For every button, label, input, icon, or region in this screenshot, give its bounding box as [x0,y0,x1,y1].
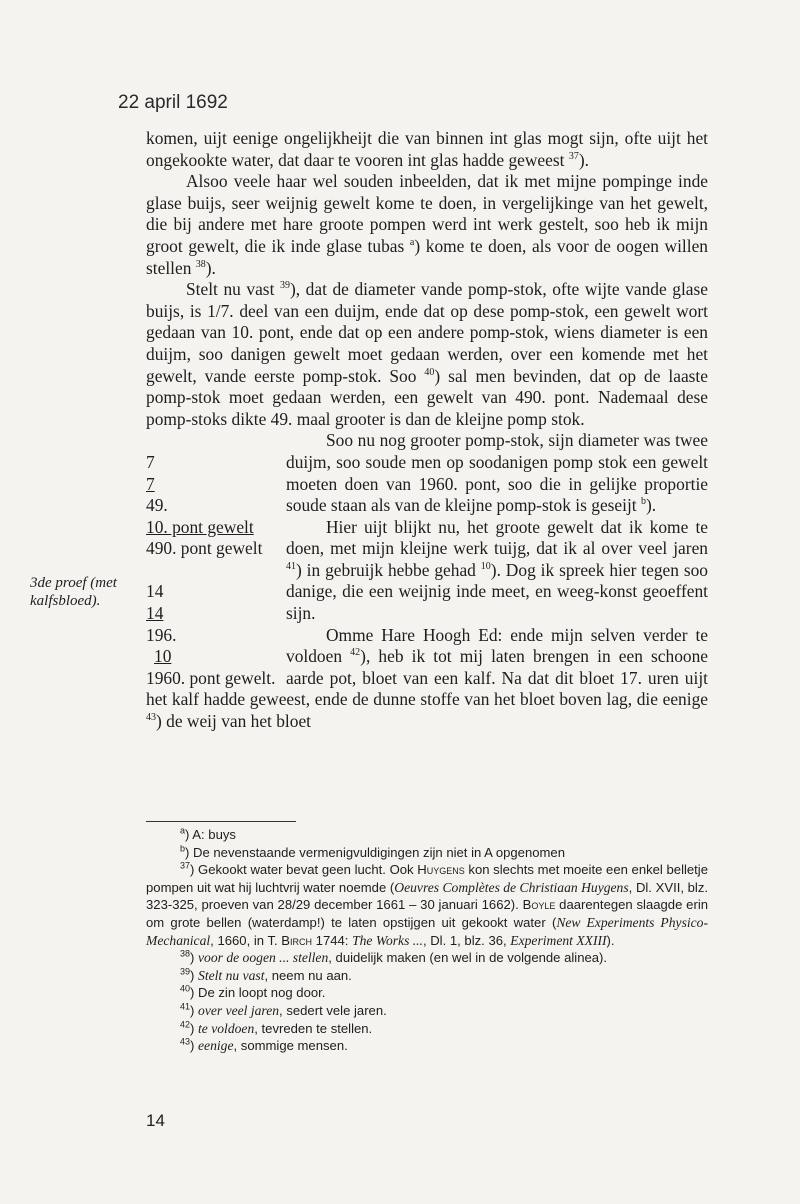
footnote-a: $^a$) A: buys [180,825,236,842]
footnote-ref: 43 [146,712,156,724]
paragraph-3: Stelt nu vast $^{39}$), dat de diameter vande pomp-stok, ofte wijte vande glase buijs, is 1/7. deel van een duijm, ende dat op dese pomp-stok, een gewelt wort gedaan van 10. pont, ende dat op een andere pomp-stok, wiens diameter is een duijm, soo danigen gewelt moet gedaan werden, over een komende met het gewelt, vande eerste pomp-stok. Soo $^{40}$) sal men bevinden, dat op de laaste pomp-stok moet gedaan werden, een gewelt van 490. pont. Nademaal dese pomp-stoks dikte 49. maal grooter is dan de kleijne pomp stok. [146,279,708,429]
paragraph-5: Hier uijt blijkt nu, het groote gewelt dat ik kome te doen, met mijn kleijne werk tuijg, dat ik al over veel jaren $^{41}$) in gebruijk hebbe gehad $^{10}$). Dog ik spreek hier tegen soo danige, die een weijnig inde meet, en weeg-konst geoeffent sijn. [286,516,708,624]
footnote-43: $^{43}$) eenige, sommige mensen. [180,1036,348,1054]
footnote-42: $^{42}$) te voldoen, tevreden te stellen. [180,1019,373,1036]
running-head: 22 april 1692 [118,92,228,113]
footnote-40: $^{40}$) De zin loopt nog door. [180,983,326,1001]
footnote-38: $^{38}$) voor de oogen ... stellen, duidelijk maken (en wel in de volgende alinea). [180,948,608,966]
calc-line: 14 [146,603,164,624]
fraction: 1/7. [207,300,234,321]
calc-line: 7 [146,451,155,472]
footnote-ref: 42 [350,647,361,659]
footnote-ref: 10 [480,561,491,573]
paragraph-1: komen, uijt eenige ongelijkheijt die van binnen int glas mogt sijn, ofte uijt het ongekookte water, dat daar te vooren int glas hadde geweest $^{37}$). [146,128,708,170]
paragraph-6: Omme Hare Hoogh Ed: ende mijn selven verder te voldoen $^{42}$), heb ik tot mij laten brengen in een schoone aarde pot, bloet van een kalf. Na dat dit bloet 17. uren uijt het kalf hadde geweest, ende de dunne stoffe van het bloet boven lag, die eenige $^{43}$) de weij van het bloet [146,624,708,732]
footnote-ref: 38 [195,258,206,270]
calc-line: 49. [146,495,168,516]
calc-line: 196. [146,624,177,645]
calc-line: 490. pont gewelt [146,538,263,559]
footnotes [146,826,708,1055]
main-text [146,128,708,733]
calculation-column [146,430,282,689]
footnote-ref: 41 [286,561,296,573]
footnote-39: $^{39}$) Stelt nu vast, neem nu aan. [180,966,352,983]
paragraph-2: Alsoo veele haar wel souden inbeelden, dat ik met mijne pompinge inde glase buijs, seer weijnig gewelt kome te doen, in vergelijkinge van het gewelt, die bij andere met hare groote pompen werd int werk gestelt, soo heb ik mijn groot gewelt, die ik inde glase tubas $^a$) kome te doen, als voor de oogen willen stellen $^{38}$). [146,171,708,278]
footnote-37: $^{37}$) Gekookt water bevat geen lucht. Ook Huygens kon slechts met moeite een enkel belletje pompen uit wat hij luchtvrij water noemde (Oeuvres Complètes de Christiaan Huygens, Dl. XVII, blz. 323-325, proeven van 28/29 december 1661 – 30 januari 1662). Boyle daarentegen slaagde erin om grote bellen (waterdamp!) te laten opstijgen uit gekookt water (New Experiments Physico-Mechanical, 1660, in T. Birch 1744: The Works ..., Dl. 1, blz. 36, Experiment XXIII). [146,860,709,948]
calc-line: 10 [154,646,172,667]
page-number: 14 [146,1111,165,1130]
calc-line: 7 [146,473,155,494]
footnote-ref: 37 [568,150,579,162]
calc-line: 1960. pont gewelt. [146,667,276,688]
footnote-ref: 39 [279,280,290,292]
footnote-divider [146,821,296,822]
footnote-41: $^{41}$) over veel jaren, sedert vele jaren. [180,1001,387,1018]
footnote-ref: 40 [424,366,435,378]
footnote-b: $^b$) De nevenstaande vermenigvuldigingen zijn niet in A opgenomen [180,843,565,860]
paragraph-4: Soo nu nog grooter pomp-stok, sijn diameter was twee duijm, soo soude men op soodanigen pomp stok een gewelt moeten doen van 1960. pont, soo die in gelijke proportie soude staan als van de kleijne pomp-stok is geseijt $^b$). [286,430,708,516]
footnote-ref: b [641,496,646,508]
calc-line: 10. pont gewelt [146,516,254,537]
footnote-ref: a [409,237,415,249]
margin-note: 3de proef (met kalfsbloed). [30,575,117,609]
calc-line: 14 [146,581,164,602]
